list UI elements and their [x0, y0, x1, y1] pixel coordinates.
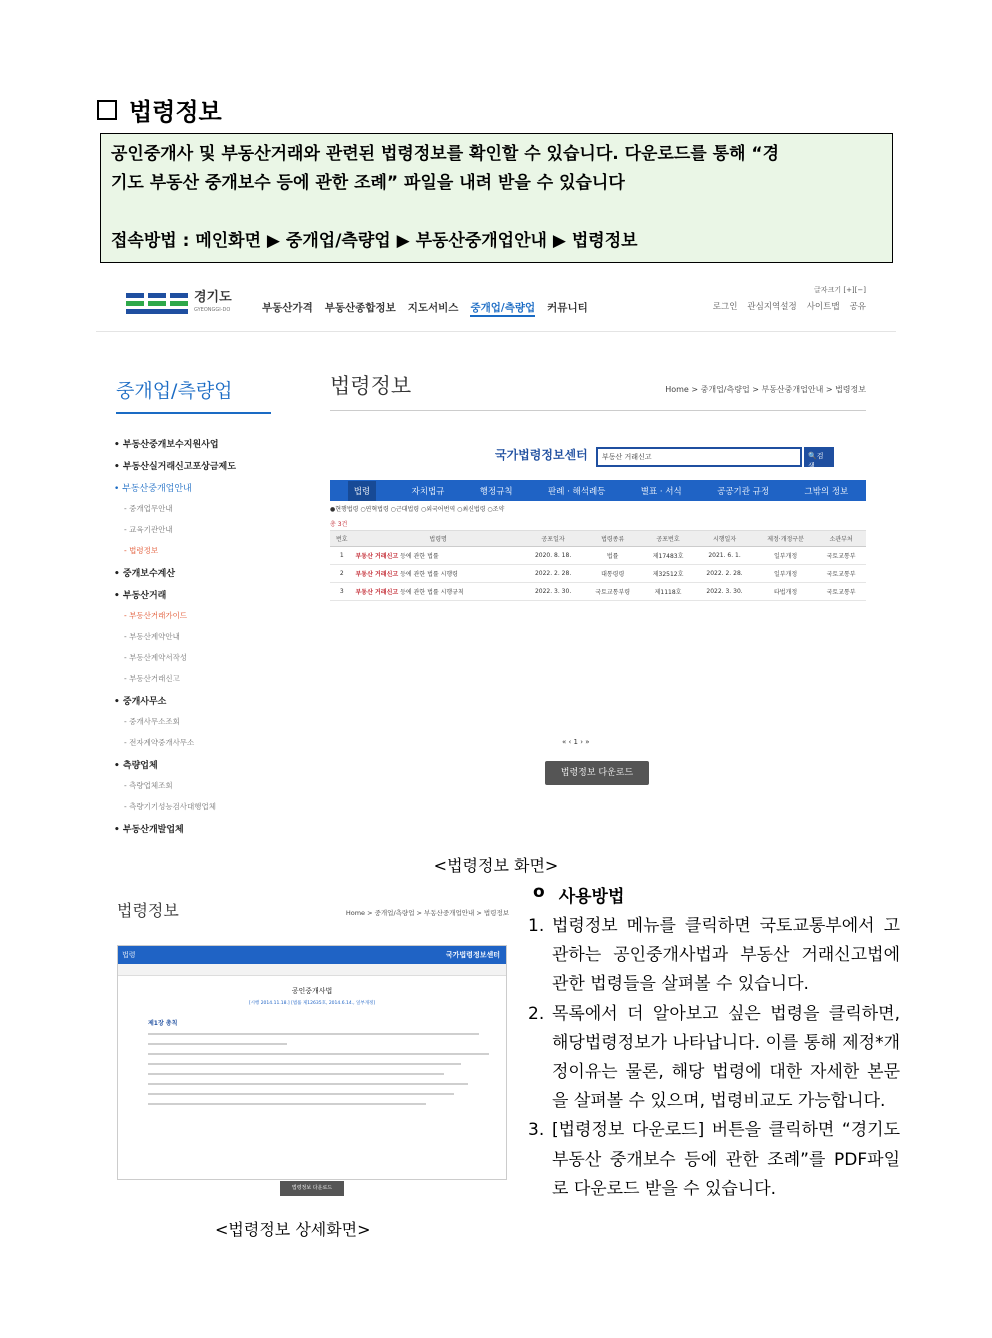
- section-title-text: 법령정보: [129, 98, 222, 126]
- detail-toolbar[interactable]: [118, 964, 506, 976]
- lnb-sub-item[interactable]: - 전자계약중개사무소: [124, 738, 195, 747]
- main-screenshot: [96, 282, 896, 842]
- util-sitemap[interactable]: 사이트맵: [806, 302, 840, 312]
- law-center-frame: [330, 432, 866, 612]
- detail-chapter: 제1장 총칙: [148, 1020, 178, 1027]
- content-title: 법령정보: [330, 374, 412, 398]
- util-interest[interactable]: 관심지역설정: [747, 302, 797, 312]
- law-search-button[interactable]: 🔍검색: [804, 447, 834, 467]
- law-tab[interactable]: 행정규칙: [479, 486, 513, 497]
- detail-breadcrumb: Home > 중개업/측량업 > 부동산중개업안내 > 법령정보: [345, 909, 509, 917]
- access-path: 접속방법 : 메인화면 ▶ 중개업/측량업 ▶ 부동산중개업안내 ▶ 법령정보: [111, 231, 638, 251]
- detail-screenshot: [117, 893, 509, 1198]
- usage-title: [533, 882, 624, 907]
- detail-frame: [117, 945, 507, 1180]
- lnb-item[interactable]: • 중개사무소: [114, 697, 167, 707]
- usage-title-text: 사용방법: [558, 887, 625, 907]
- lnb-sub-item[interactable]: - 측량업체조회: [124, 781, 173, 790]
- lnb-sub-item[interactable]: - 중개업무안내: [124, 504, 173, 513]
- intro-box: [100, 133, 893, 263]
- lnb-sub-item[interactable]: - 부동산계약안내: [124, 632, 180, 641]
- detail-law-name: 공인중개사법: [291, 987, 333, 995]
- lnb-sub-item[interactable]: - 측량기기성능검사대행업체: [124, 802, 217, 811]
- lnb-item[interactable]: • 부동산실거래신고포상금제도: [114, 462, 236, 472]
- law-center-brand[interactable]: 국가법령정보센터: [495, 448, 588, 462]
- law-results-table: 번호 법령명 공포일자 법령종류 공포번호 시행일자 제정·개정구분 소관부처 1 부동산 거래신고 등에 관한 법률 2020. 8. 18. 법률 제17483호 2021. 6. 1. 일부개정 국토교통부 2 부동산 거래신고 등에 관한 법률 시행령 2022. 2. 28. 대통령령 제32512호 2022. 2. 28. 일부개정 국토교통부 3 부동산 거래신고 등에 관한 법률 시행규칙 2022. 3. 30. 국토교통부령 제1118호 2022. 3. 30. 타법개정 국토교통부: [330, 531, 866, 601]
- lnb-item[interactable]: • 부동산중개보수지원사업: [114, 440, 219, 450]
- logo-text: 경기도: [194, 290, 232, 305]
- side-nav: [114, 435, 274, 842]
- site-logo[interactable]: [126, 292, 232, 316]
- law-tab[interactable]: 자치법규: [411, 486, 445, 497]
- caption-main: <법령정보 화면>: [433, 856, 559, 875]
- law-tab[interactable]: 그밖의 정보: [804, 486, 849, 497]
- global-nav: [262, 300, 588, 317]
- caption-detail: <법령정보 상세화면>: [215, 1220, 371, 1239]
- table-row[interactable]: 2 부동산 거래신고 등에 관한 법률 시행령 2022. 2. 28. 대통령령 제32512호 2022. 2. 28. 일부개정 국토교통부: [330, 565, 866, 583]
- law-search-input[interactable]: 부동산 거래신고: [596, 447, 802, 467]
- lnb-sub-item[interactable]: - 부동산계약서작성: [124, 653, 188, 662]
- gnb-map[interactable]: 지도서비스: [407, 302, 459, 314]
- usage-item: 3. [법령정보 다운로드] 버튼을 클릭하면 “경기도 부동산 중개보수 등에 관한 조례”를 PDF파일로 다운로드 받을 수 있습니다.: [528, 1120, 900, 1199]
- lnb-sub-item[interactable]: - 중개사무소조회: [124, 717, 180, 726]
- breadcrumb: Home > 중개업/측량업 > 부동산중개업안내 > 법령정보: [665, 385, 866, 394]
- usage-item: 2. 목록에서 더 알아보고 싶은 법령을 클릭하면, 해당법령정보가 나타납니다. 이를 통해 제정*개정이유는 물론, 해당 법령에 대한 자세한 본문을 살펴볼 수 있으며, 법령비교도 가능합니다.: [528, 1003, 900, 1112]
- lnb-item[interactable]: • 중개보수계산: [114, 569, 176, 579]
- law-tab[interactable]: 공공기관 규정: [717, 486, 770, 497]
- gnb-price[interactable]: 부동산가격: [262, 302, 313, 314]
- lnb-item[interactable]: • 부동산거래: [114, 591, 167, 601]
- site-header: [96, 282, 896, 332]
- law-tab-active[interactable]: 법령: [348, 481, 376, 501]
- lnb-sub-item[interactable]: - 부동산거래신고: [124, 674, 180, 683]
- table-row[interactable]: 1 부동산 거래신고 등에 관한 법률 2020. 8. 18. 법률 제17483호 2021. 6. 1. 일부개정 국토교통부: [330, 547, 866, 565]
- font-size-control[interactable]: 글자크기 [+][−]: [814, 286, 866, 294]
- detail-download-button[interactable]: 법령정보 다운로드: [280, 1181, 344, 1196]
- law-tab[interactable]: 판례 · 해석례등: [548, 486, 606, 497]
- law-download-button[interactable]: 법령정보 다운로드: [545, 761, 649, 785]
- detail-law-center: 국가법령정보센터: [445, 951, 500, 959]
- lnb-sub-item[interactable]: - 부동산거래가이드: [124, 611, 188, 620]
- detail-header-label: 법령: [122, 951, 136, 959]
- pagination[interactable]: « ‹ 1 › »: [562, 738, 590, 746]
- utility-nav: [713, 300, 866, 312]
- law-tabs: [330, 480, 866, 501]
- lnb-item[interactable]: • 부동산개발업체: [114, 825, 184, 835]
- gyeonggi-logo-icon: [126, 293, 188, 315]
- lnb-item[interactable]: • 측량업체: [114, 761, 158, 771]
- usage-bullet: o: [533, 882, 545, 902]
- detail-date: [시행 2014.11.18.] [법률 제12635호, 2014.6.14., 일부개정]: [248, 1001, 376, 1006]
- intro-line2: 기도 부동산 중개보수 등에 관한 조례” 파일을 내려 받을 수 있습니다: [111, 173, 625, 193]
- gnb-broker[interactable]: 중개업/측량업: [470, 300, 535, 317]
- section-title: [97, 92, 222, 127]
- logo-sub: GYEONGGI-DO: [194, 307, 231, 313]
- checkbox-icon: [97, 100, 117, 120]
- lnb-sub-item-active[interactable]: - 법령정보: [124, 546, 159, 555]
- gnb-info[interactable]: 부동산종합정보: [324, 302, 396, 314]
- detail-title: 법령정보: [117, 901, 179, 920]
- law-tab[interactable]: 별표 · 서식: [640, 486, 682, 497]
- lnb-item-active[interactable]: • 부동산중개업안내: [114, 484, 192, 494]
- intro-line1: 공인중개사 및 부동산거래와 관련된 법령정보를 확인할 수 있습니다. 다운로드를 통해 “경: [111, 144, 780, 164]
- usage-item: 1. 법령정보 메뉴를 클릭하면 국토교통부에서 고관하는 공인중개사법과 부동산 거래신고법에 관한 법령들을 살펴볼 수 있습니다.: [528, 916, 900, 995]
- gnb-community[interactable]: 커뮤니티: [547, 302, 588, 314]
- table-row[interactable]: 3 부동산 거래신고 등에 관한 법률 시행규칙 2022. 3. 30. 국토교통부령 제1118호 2022. 3. 30. 타법개정 국토교통부: [330, 583, 866, 601]
- law-options[interactable]: ●현행법령 ○연혁법령 ○근대법령 ○외국어번역 ○최신법령 ○조약 총 3건: [330, 501, 866, 531]
- usage-list: [528, 912, 900, 1204]
- lnb-title: 중개업/측량업: [116, 380, 233, 402]
- result-count: 총 3건: [330, 521, 348, 528]
- util-login[interactable]: 로그인: [712, 302, 738, 312]
- util-share[interactable]: 공유: [849, 302, 866, 312]
- lnb-sub-item[interactable]: - 교육기관안내: [124, 525, 173, 534]
